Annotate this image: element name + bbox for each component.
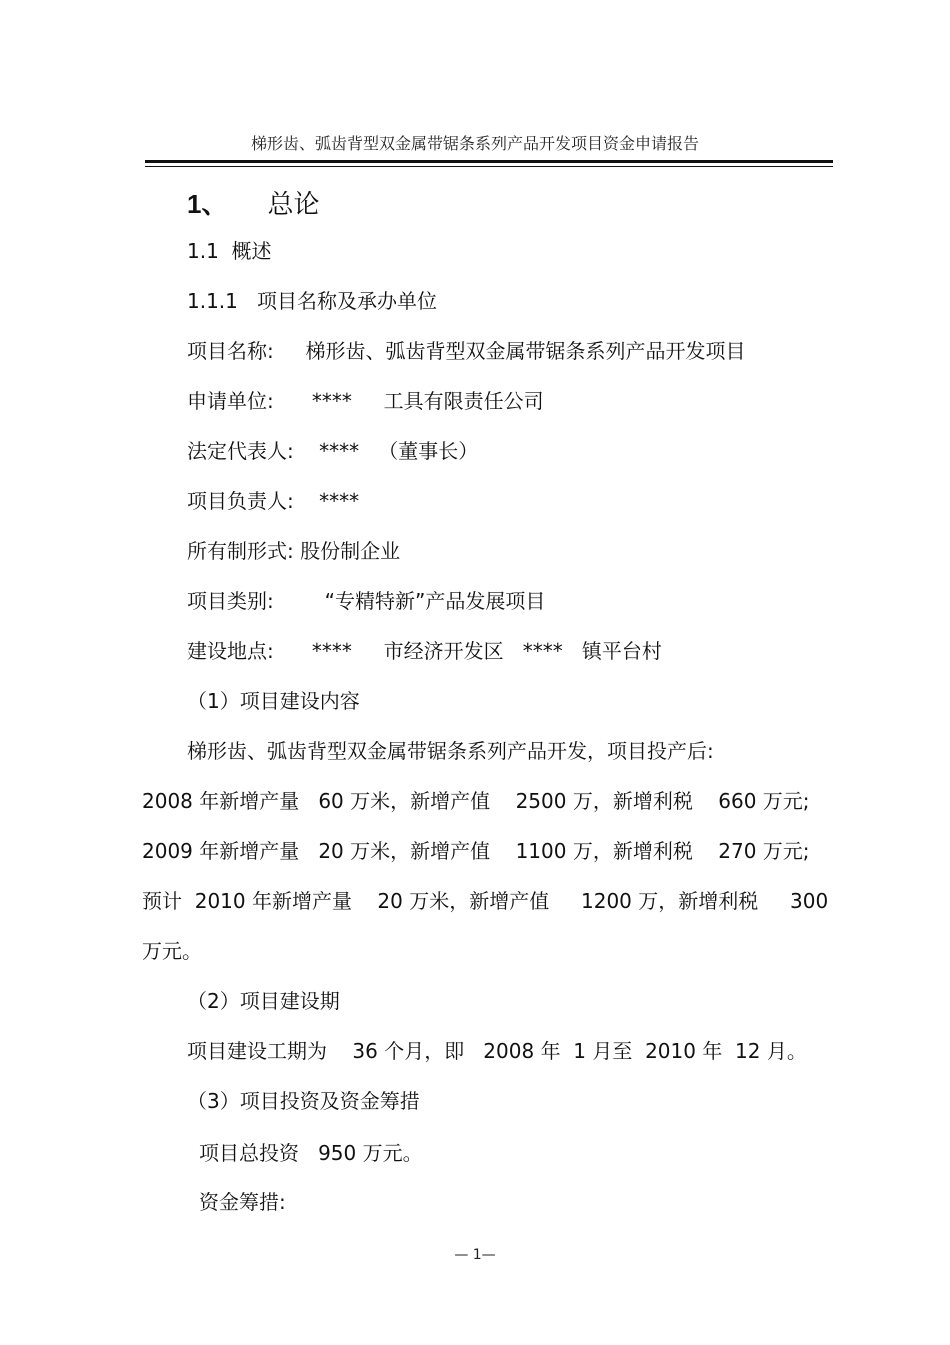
content-heading: （1）项目建设内容	[187, 689, 360, 713]
period-text: 项目建设工期为 36 个月，即 2008 年 1 月至 2010 年 12 月。	[187, 1039, 807, 1063]
content-line-2010: 预计 2010 年新增产量 20 万米，新增产值 1200 万，新增利税 300	[142, 889, 829, 913]
subsection-heading: 1.1 概述	[187, 239, 272, 263]
content-line-2008: 2008 年新增产量 60 万米，新增产值 2500 万，新增利税 660 万元;	[142, 789, 810, 813]
field-location: 建设地点: **** 市经济开发区 **** 镇平台村	[187, 639, 662, 663]
content-line-2010-cont: 万元。	[142, 939, 202, 963]
running-header-title: 梯形齿、弧齿背型双金属带锯条系列产品开发项目资金申请报告	[250, 134, 699, 153]
header-rule-thin	[145, 166, 833, 167]
header-rule-thick	[145, 160, 833, 163]
section-title: 总论	[267, 190, 320, 220]
field-project-lead: 项目负责人: ****	[187, 489, 360, 513]
content-line-2009: 2009 年新增产量 20 万米，新增产值 1100 万，新增利税 270 万元;	[142, 839, 810, 863]
subsubsection-heading: 1.1.1 项目名称及承办单位	[187, 289, 437, 313]
field-project-name: 项目名称: 梯形齿、弧齿背型双金属带锯条系列产品开发项目	[187, 339, 746, 363]
funding-sources: 资金筹措:	[199, 1190, 286, 1214]
field-category: 项目类别: “专精特新”产品发展项目	[187, 589, 546, 613]
field-legal-rep: 法定代表人: **** （董事长）	[187, 439, 479, 463]
funding-total: 项目总投资 950 万元。	[199, 1141, 423, 1165]
period-heading: （2）项目建设期	[187, 989, 340, 1013]
section-heading	[187, 189, 319, 220]
field-applicant: 申请单位: **** 工具有限责任公司	[187, 389, 544, 413]
funding-heading: （3）项目投资及资金筹措	[187, 1089, 420, 1113]
section-number: 1、	[187, 189, 228, 219]
field-ownership: 所有制形式: 股份制企业	[187, 539, 401, 563]
page-number: — 1—	[454, 1247, 496, 1263]
content-intro: 梯形齿、弧齿背型双金属带锯条系列产品开发，项目投产后:	[187, 739, 714, 763]
